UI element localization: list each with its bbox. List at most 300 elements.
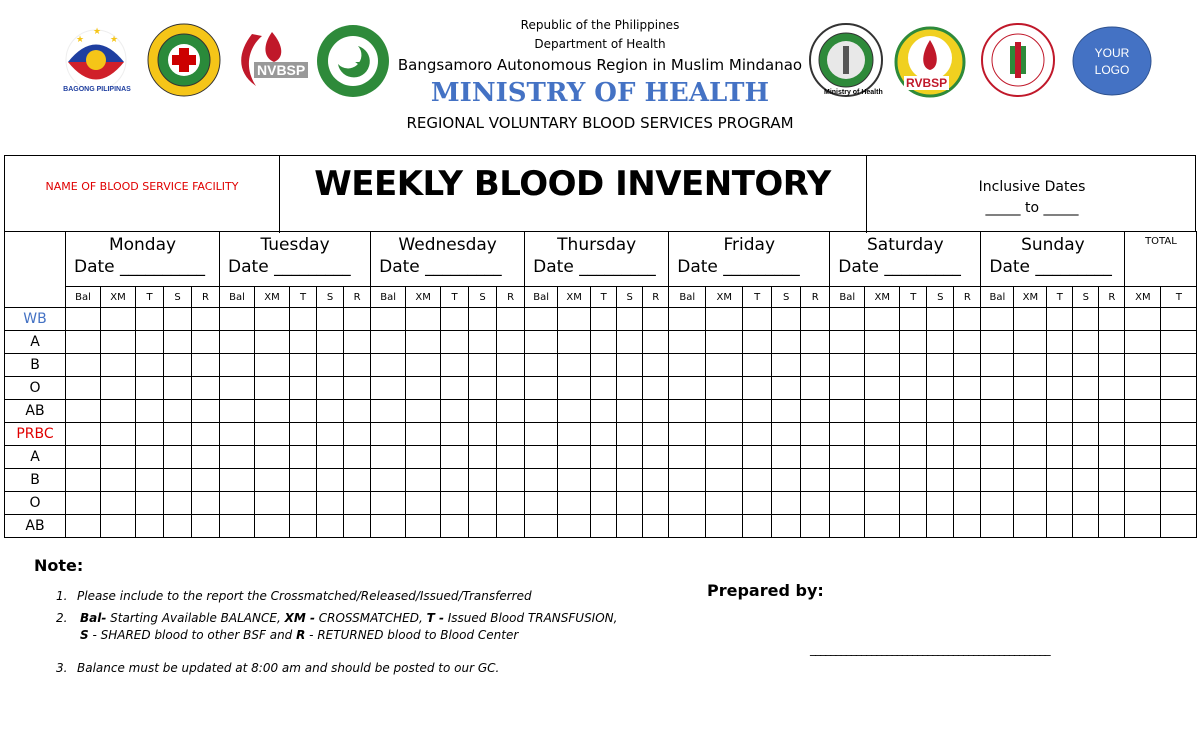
inventory-cell[interactable] bbox=[865, 331, 900, 354]
inventory-cell[interactable] bbox=[192, 377, 220, 400]
inventory-cell[interactable] bbox=[290, 469, 317, 492]
inventory-cell[interactable] bbox=[1161, 469, 1197, 492]
inventory-cell[interactable] bbox=[66, 423, 101, 446]
inventory-cell[interactable] bbox=[801, 492, 830, 515]
inventory-cell[interactable] bbox=[441, 331, 469, 354]
inventory-cell[interactable] bbox=[344, 331, 371, 354]
inventory-cell[interactable] bbox=[290, 400, 317, 423]
inventory-cell[interactable] bbox=[255, 354, 290, 377]
inventory-cell[interactable] bbox=[830, 354, 865, 377]
inventory-cell[interactable] bbox=[643, 400, 669, 423]
inventory-cell[interactable] bbox=[706, 469, 743, 492]
inventory-cell[interactable] bbox=[164, 515, 192, 538]
inventory-cell[interactable] bbox=[344, 354, 371, 377]
date-blank[interactable]: _________ bbox=[723, 257, 800, 277]
inventory-cell[interactable] bbox=[525, 377, 558, 400]
inventory-cell[interactable] bbox=[164, 308, 192, 331]
inventory-cell[interactable] bbox=[1047, 469, 1073, 492]
inventory-cell[interactable] bbox=[164, 423, 192, 446]
inventory-cell[interactable] bbox=[591, 515, 617, 538]
inventory-cell[interactable] bbox=[469, 469, 497, 492]
inventory-cell[interactable] bbox=[101, 331, 136, 354]
inventory-cell[interactable] bbox=[900, 492, 927, 515]
inventory-cell[interactable] bbox=[469, 423, 497, 446]
inventory-cell[interactable] bbox=[255, 423, 290, 446]
inventory-cell[interactable] bbox=[927, 446, 954, 469]
inventory-cell[interactable] bbox=[1099, 515, 1125, 538]
inventory-cell[interactable] bbox=[525, 492, 558, 515]
inventory-cell[interactable] bbox=[344, 400, 371, 423]
inventory-cell[interactable] bbox=[1161, 423, 1197, 446]
inventory-cell[interactable] bbox=[927, 377, 954, 400]
inventory-cell[interactable] bbox=[981, 331, 1014, 354]
inventory-cell[interactable] bbox=[772, 400, 801, 423]
inventory-cell[interactable] bbox=[497, 354, 525, 377]
inventory-cell[interactable] bbox=[865, 446, 900, 469]
inventory-cell[interactable] bbox=[66, 308, 101, 331]
inventory-cell[interactable] bbox=[371, 308, 406, 331]
inventory-cell[interactable] bbox=[865, 515, 900, 538]
inventory-cell[interactable] bbox=[669, 423, 706, 446]
inventory-cell[interactable] bbox=[290, 423, 317, 446]
inventory-cell[interactable] bbox=[220, 469, 255, 492]
inventory-cell[interactable] bbox=[981, 423, 1014, 446]
inventory-cell[interactable] bbox=[617, 377, 643, 400]
inventory-cell[interactable] bbox=[290, 377, 317, 400]
inventory-cell[interactable] bbox=[669, 331, 706, 354]
inventory-cell[interactable] bbox=[954, 492, 981, 515]
inventory-cell[interactable] bbox=[830, 492, 865, 515]
inventory-cell[interactable] bbox=[801, 446, 830, 469]
inventory-cell[interactable] bbox=[830, 469, 865, 492]
inventory-cell[interactable] bbox=[406, 377, 441, 400]
inventory-cell[interactable] bbox=[706, 354, 743, 377]
inventory-cell[interactable] bbox=[591, 423, 617, 446]
inventory-cell[interactable] bbox=[136, 469, 164, 492]
inventory-cell[interactable] bbox=[136, 331, 164, 354]
inventory-cell[interactable] bbox=[1047, 377, 1073, 400]
inventory-cell[interactable] bbox=[1014, 331, 1047, 354]
inventory-cell[interactable] bbox=[66, 446, 101, 469]
inventory-cell[interactable] bbox=[66, 492, 101, 515]
inventory-cell[interactable] bbox=[290, 446, 317, 469]
inventory-cell[interactable] bbox=[669, 469, 706, 492]
inventory-cell[interactable] bbox=[927, 423, 954, 446]
inventory-cell[interactable] bbox=[772, 308, 801, 331]
inventory-cell[interactable] bbox=[469, 515, 497, 538]
inventory-cell[interactable] bbox=[317, 331, 344, 354]
inventory-cell[interactable] bbox=[220, 308, 255, 331]
inventory-cell[interactable] bbox=[617, 469, 643, 492]
inventory-cell[interactable] bbox=[1099, 308, 1125, 331]
inventory-cell[interactable] bbox=[66, 400, 101, 423]
inventory-cell[interactable] bbox=[743, 354, 772, 377]
inventory-cell[interactable] bbox=[255, 515, 290, 538]
inventory-cell[interactable] bbox=[954, 377, 981, 400]
inventory-cell[interactable] bbox=[801, 469, 830, 492]
inventory-cell[interactable] bbox=[101, 492, 136, 515]
inventory-cell[interactable] bbox=[1073, 331, 1099, 354]
inventory-cell[interactable] bbox=[220, 492, 255, 515]
inventory-cell[interactable] bbox=[743, 469, 772, 492]
inventory-cell[interactable] bbox=[669, 492, 706, 515]
inventory-cell[interactable] bbox=[900, 469, 927, 492]
inventory-cell[interactable] bbox=[1073, 400, 1099, 423]
inventory-cell[interactable] bbox=[441, 377, 469, 400]
inventory-cell[interactable] bbox=[669, 515, 706, 538]
inventory-cell[interactable] bbox=[981, 400, 1014, 423]
inventory-cell[interactable] bbox=[101, 515, 136, 538]
inventory-cell[interactable] bbox=[344, 515, 371, 538]
inventory-cell[interactable] bbox=[772, 354, 801, 377]
inventory-cell[interactable] bbox=[192, 331, 220, 354]
inventory-cell[interactable] bbox=[469, 354, 497, 377]
inventory-cell[interactable] bbox=[591, 331, 617, 354]
inventory-cell[interactable] bbox=[192, 515, 220, 538]
inventory-cell[interactable] bbox=[1073, 515, 1099, 538]
inventory-cell[interactable] bbox=[1014, 354, 1047, 377]
inventory-cell[interactable] bbox=[558, 331, 591, 354]
inventory-cell[interactable] bbox=[192, 400, 220, 423]
inventory-cell[interactable] bbox=[1014, 492, 1047, 515]
inventory-cell[interactable] bbox=[643, 469, 669, 492]
inventory-cell[interactable] bbox=[406, 354, 441, 377]
inventory-cell[interactable] bbox=[801, 423, 830, 446]
inventory-cell[interactable] bbox=[1125, 331, 1161, 354]
inventory-cell[interactable] bbox=[954, 515, 981, 538]
inventory-cell[interactable] bbox=[317, 377, 344, 400]
inventory-cell[interactable] bbox=[101, 354, 136, 377]
inventory-cell[interactable] bbox=[344, 423, 371, 446]
inventory-cell[interactable] bbox=[1047, 492, 1073, 515]
inventory-cell[interactable] bbox=[1047, 308, 1073, 331]
inventory-cell[interactable] bbox=[981, 492, 1014, 515]
inventory-cell[interactable] bbox=[706, 400, 743, 423]
inventory-cell[interactable] bbox=[406, 446, 441, 469]
inventory-cell[interactable] bbox=[617, 400, 643, 423]
inventory-cell[interactable] bbox=[954, 354, 981, 377]
inventory-cell[interactable] bbox=[643, 446, 669, 469]
inventory-cell[interactable] bbox=[192, 308, 220, 331]
inventory-cell[interactable] bbox=[290, 492, 317, 515]
inventory-cell[interactable] bbox=[66, 354, 101, 377]
inventory-cell[interactable] bbox=[617, 492, 643, 515]
inventory-cell[interactable] bbox=[558, 446, 591, 469]
inventory-cell[interactable] bbox=[469, 400, 497, 423]
inventory-cell[interactable] bbox=[801, 331, 830, 354]
inventory-cell[interactable] bbox=[617, 354, 643, 377]
inventory-cell[interactable] bbox=[317, 354, 344, 377]
inventory-cell[interactable] bbox=[1099, 446, 1125, 469]
inventory-cell[interactable] bbox=[469, 446, 497, 469]
inventory-cell[interactable] bbox=[1161, 515, 1197, 538]
inventory-cell[interactable] bbox=[371, 469, 406, 492]
inventory-cell[interactable] bbox=[591, 469, 617, 492]
inventory-cell[interactable] bbox=[255, 331, 290, 354]
inventory-cell[interactable] bbox=[865, 400, 900, 423]
inventory-cell[interactable] bbox=[1014, 400, 1047, 423]
inventory-cell[interactable] bbox=[558, 423, 591, 446]
inventory-cell[interactable] bbox=[643, 423, 669, 446]
inventory-cell[interactable] bbox=[706, 377, 743, 400]
inventory-cell[interactable] bbox=[1073, 354, 1099, 377]
inventory-cell[interactable] bbox=[497, 308, 525, 331]
date-blank[interactable]: _________ bbox=[425, 257, 502, 277]
inventory-cell[interactable] bbox=[558, 377, 591, 400]
inventory-cell[interactable] bbox=[801, 515, 830, 538]
inventory-cell[interactable] bbox=[441, 446, 469, 469]
inventory-cell[interactable] bbox=[801, 377, 830, 400]
inventory-cell[interactable] bbox=[1047, 515, 1073, 538]
inventory-cell[interactable] bbox=[772, 423, 801, 446]
inventory-cell[interactable] bbox=[865, 423, 900, 446]
inventory-cell[interactable] bbox=[469, 308, 497, 331]
inventory-cell[interactable] bbox=[164, 492, 192, 515]
inventory-cell[interactable] bbox=[164, 469, 192, 492]
inventory-cell[interactable] bbox=[371, 331, 406, 354]
inventory-cell[interactable] bbox=[136, 446, 164, 469]
inventory-cell[interactable] bbox=[220, 400, 255, 423]
inventory-cell[interactable] bbox=[772, 331, 801, 354]
inventory-cell[interactable] bbox=[1047, 423, 1073, 446]
inventory-cell[interactable] bbox=[290, 308, 317, 331]
inventory-cell[interactable] bbox=[220, 331, 255, 354]
inventory-cell[interactable] bbox=[801, 400, 830, 423]
inventory-cell[interactable] bbox=[164, 400, 192, 423]
inventory-cell[interactable] bbox=[1161, 446, 1197, 469]
inventory-cell[interactable] bbox=[525, 469, 558, 492]
inventory-cell[interactable] bbox=[371, 400, 406, 423]
inventory-cell[interactable] bbox=[1047, 331, 1073, 354]
inventory-cell[interactable] bbox=[371, 423, 406, 446]
inventory-cell[interactable] bbox=[1073, 308, 1099, 331]
inventory-cell[interactable] bbox=[743, 492, 772, 515]
inventory-cell[interactable] bbox=[1125, 377, 1161, 400]
inventory-cell[interactable] bbox=[900, 515, 927, 538]
inventory-cell[interactable] bbox=[1014, 515, 1047, 538]
inventory-cell[interactable] bbox=[801, 308, 830, 331]
inventory-cell[interactable] bbox=[591, 377, 617, 400]
inventory-cell[interactable] bbox=[643, 308, 669, 331]
inventory-cell[interactable] bbox=[706, 331, 743, 354]
inventory-cell[interactable] bbox=[981, 377, 1014, 400]
inventory-cell[interactable] bbox=[101, 308, 136, 331]
inventory-cell[interactable] bbox=[1099, 469, 1125, 492]
inventory-cell[interactable] bbox=[317, 400, 344, 423]
inventory-cell[interactable] bbox=[317, 308, 344, 331]
inventory-cell[interactable] bbox=[406, 308, 441, 331]
inventory-cell[interactable] bbox=[927, 331, 954, 354]
inventory-cell[interactable] bbox=[981, 446, 1014, 469]
inventory-cell[interactable] bbox=[706, 492, 743, 515]
inventory-cell[interactable] bbox=[317, 492, 344, 515]
inventory-cell[interactable] bbox=[591, 354, 617, 377]
inventory-cell[interactable] bbox=[255, 400, 290, 423]
day-date-field[interactable] bbox=[66, 257, 219, 277]
inventory-cell[interactable] bbox=[830, 308, 865, 331]
inventory-cell[interactable] bbox=[371, 446, 406, 469]
inventory-cell[interactable] bbox=[290, 331, 317, 354]
inventory-cell[interactable] bbox=[1099, 354, 1125, 377]
date-blank[interactable]: _________ bbox=[579, 257, 656, 277]
inventory-cell[interactable] bbox=[772, 492, 801, 515]
inventory-cell[interactable] bbox=[669, 354, 706, 377]
inventory-cell[interactable] bbox=[525, 446, 558, 469]
inventory-cell[interactable] bbox=[954, 308, 981, 331]
inventory-cell[interactable] bbox=[344, 308, 371, 331]
inventory-cell[interactable] bbox=[164, 354, 192, 377]
inventory-cell[interactable] bbox=[954, 400, 981, 423]
inventory-cell[interactable] bbox=[1014, 377, 1047, 400]
inventory-cell[interactable] bbox=[1073, 423, 1099, 446]
date-blank[interactable]: _________ bbox=[274, 257, 351, 277]
inventory-cell[interactable] bbox=[1073, 492, 1099, 515]
inventory-cell[interactable] bbox=[525, 331, 558, 354]
inventory-cell[interactable] bbox=[772, 469, 801, 492]
inventory-cell[interactable] bbox=[192, 469, 220, 492]
inventory-cell[interactable] bbox=[981, 469, 1014, 492]
inventory-cell[interactable] bbox=[1161, 331, 1197, 354]
inventory-cell[interactable] bbox=[317, 423, 344, 446]
inventory-cell[interactable] bbox=[558, 354, 591, 377]
inventory-cell[interactable] bbox=[865, 308, 900, 331]
inventory-cell[interactable] bbox=[525, 423, 558, 446]
inventory-cell[interactable] bbox=[136, 515, 164, 538]
inventory-cell[interactable] bbox=[743, 400, 772, 423]
inventory-cell[interactable] bbox=[101, 469, 136, 492]
inventory-cell[interactable] bbox=[591, 400, 617, 423]
inventory-cell[interactable] bbox=[290, 515, 317, 538]
inventory-cell[interactable] bbox=[954, 469, 981, 492]
inventory-cell[interactable] bbox=[406, 492, 441, 515]
inventory-cell[interactable] bbox=[136, 354, 164, 377]
inventory-cell[interactable] bbox=[743, 331, 772, 354]
inventory-cell[interactable] bbox=[1099, 377, 1125, 400]
inventory-cell[interactable] bbox=[1014, 469, 1047, 492]
inventory-cell[interactable] bbox=[469, 492, 497, 515]
inventory-cell[interactable] bbox=[772, 515, 801, 538]
inventory-cell[interactable] bbox=[497, 446, 525, 469]
inventory-cell[interactable] bbox=[830, 446, 865, 469]
inventory-cell[interactable] bbox=[164, 446, 192, 469]
inventory-cell[interactable] bbox=[900, 308, 927, 331]
inventory-cell[interactable] bbox=[643, 377, 669, 400]
inventory-cell[interactable] bbox=[371, 354, 406, 377]
inventory-cell[interactable] bbox=[66, 331, 101, 354]
inventory-cell[interactable] bbox=[643, 515, 669, 538]
inventory-cell[interactable] bbox=[441, 492, 469, 515]
inventory-cell[interactable] bbox=[558, 469, 591, 492]
date-blank[interactable]: __________ bbox=[120, 257, 206, 277]
day-date-field[interactable] bbox=[830, 257, 980, 277]
inventory-cell[interactable] bbox=[136, 308, 164, 331]
inventory-cell[interactable] bbox=[1047, 446, 1073, 469]
inventory-cell[interactable] bbox=[927, 492, 954, 515]
inventory-cell[interactable] bbox=[469, 331, 497, 354]
inventory-cell[interactable] bbox=[1125, 469, 1161, 492]
inventory-cell[interactable] bbox=[669, 308, 706, 331]
inventory-cell[interactable] bbox=[497, 515, 525, 538]
inventory-cell[interactable] bbox=[981, 308, 1014, 331]
inventory-cell[interactable] bbox=[136, 377, 164, 400]
inventory-cell[interactable] bbox=[558, 492, 591, 515]
inventory-cell[interactable] bbox=[830, 331, 865, 354]
inventory-cell[interactable] bbox=[406, 400, 441, 423]
inventory-cell[interactable] bbox=[830, 377, 865, 400]
inventory-cell[interactable] bbox=[441, 308, 469, 331]
inventory-cell[interactable] bbox=[617, 331, 643, 354]
inventory-cell[interactable] bbox=[255, 377, 290, 400]
inventory-cell[interactable] bbox=[706, 308, 743, 331]
inventory-cell[interactable] bbox=[830, 515, 865, 538]
inventory-cell[interactable] bbox=[469, 377, 497, 400]
inventory-cell[interactable] bbox=[1125, 423, 1161, 446]
inventory-cell[interactable] bbox=[101, 446, 136, 469]
day-date-field[interactable] bbox=[981, 257, 1124, 277]
inventory-cell[interactable] bbox=[441, 400, 469, 423]
inventory-cell[interactable] bbox=[865, 354, 900, 377]
inclusive-dates-field[interactable]: _____ to _____ bbox=[985, 200, 1079, 216]
inventory-cell[interactable] bbox=[617, 423, 643, 446]
inventory-cell[interactable] bbox=[497, 423, 525, 446]
inventory-cell[interactable] bbox=[192, 423, 220, 446]
inventory-cell[interactable] bbox=[591, 492, 617, 515]
inventory-cell[interactable] bbox=[1161, 377, 1197, 400]
inventory-cell[interactable] bbox=[290, 354, 317, 377]
inventory-cell[interactable] bbox=[525, 354, 558, 377]
inventory-cell[interactable] bbox=[497, 469, 525, 492]
inventory-cell[interactable] bbox=[927, 354, 954, 377]
inventory-cell[interactable] bbox=[1014, 446, 1047, 469]
inventory-cell[interactable] bbox=[927, 400, 954, 423]
inventory-cell[interactable] bbox=[1099, 423, 1125, 446]
inventory-cell[interactable] bbox=[344, 377, 371, 400]
inventory-cell[interactable] bbox=[441, 354, 469, 377]
inventory-cell[interactable] bbox=[441, 469, 469, 492]
inventory-cell[interactable] bbox=[1073, 469, 1099, 492]
day-date-field[interactable] bbox=[371, 257, 524, 277]
inventory-cell[interactable] bbox=[136, 492, 164, 515]
inventory-cell[interactable] bbox=[406, 331, 441, 354]
inventory-cell[interactable] bbox=[1161, 492, 1197, 515]
inventory-cell[interactable] bbox=[525, 400, 558, 423]
inventory-cell[interactable] bbox=[669, 446, 706, 469]
inventory-cell[interactable] bbox=[164, 331, 192, 354]
day-date-field[interactable] bbox=[525, 257, 668, 277]
inventory-cell[interactable] bbox=[558, 400, 591, 423]
inventory-cell[interactable] bbox=[220, 377, 255, 400]
inventory-cell[interactable] bbox=[497, 331, 525, 354]
inventory-cell[interactable] bbox=[954, 331, 981, 354]
inventory-cell[interactable] bbox=[1125, 308, 1161, 331]
inventory-cell[interactable] bbox=[558, 515, 591, 538]
inventory-cell[interactable] bbox=[192, 492, 220, 515]
inventory-cell[interactable] bbox=[101, 423, 136, 446]
inventory-cell[interactable] bbox=[101, 377, 136, 400]
inventory-cell[interactable] bbox=[900, 423, 927, 446]
inventory-cell[interactable] bbox=[371, 515, 406, 538]
inventory-cell[interactable] bbox=[954, 446, 981, 469]
inventory-cell[interactable] bbox=[220, 446, 255, 469]
inventory-cell[interactable] bbox=[706, 446, 743, 469]
inventory-cell[interactable] bbox=[743, 446, 772, 469]
inventory-cell[interactable] bbox=[406, 469, 441, 492]
date-blank[interactable]: _________ bbox=[884, 257, 961, 277]
inventory-cell[interactable] bbox=[371, 492, 406, 515]
inventory-cell[interactable] bbox=[927, 308, 954, 331]
inventory-cell[interactable] bbox=[317, 515, 344, 538]
inventory-cell[interactable] bbox=[1073, 377, 1099, 400]
